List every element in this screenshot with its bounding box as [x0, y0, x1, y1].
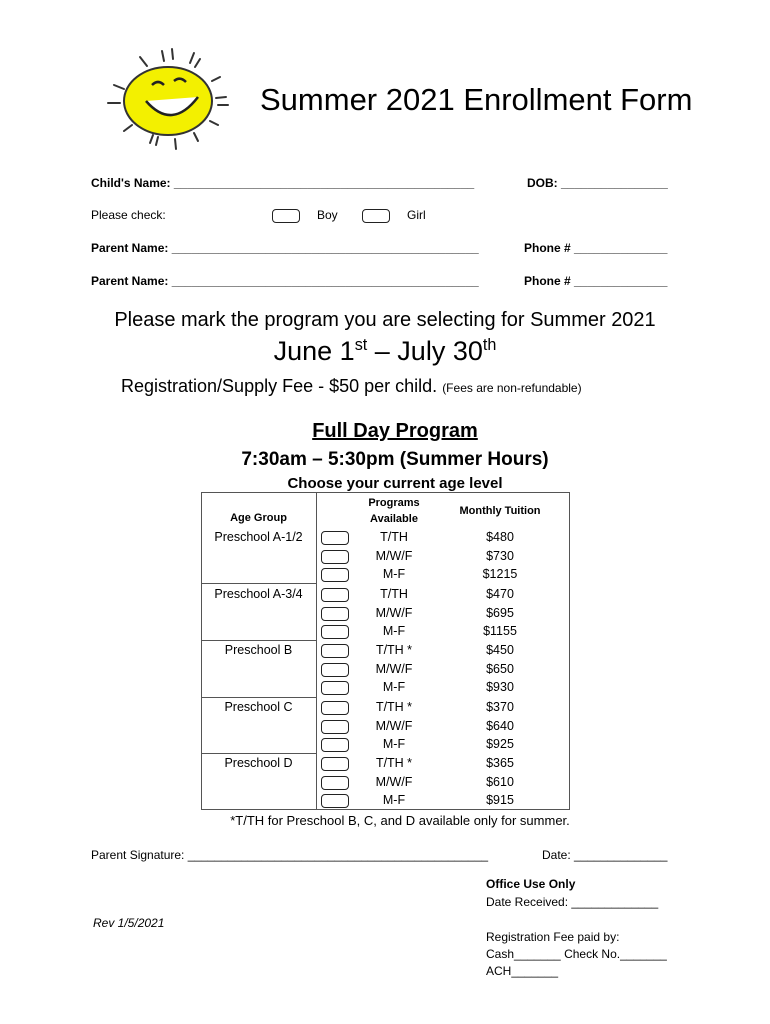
child-name-field[interactable]: Child's Name: _____________________________________________ — [91, 176, 475, 190]
program-intro: Please mark the program you are selecting for Summer 2021 — [114, 309, 656, 331]
tuition-value: $640 — [486, 718, 514, 733]
date-received-field[interactable]: Date Received: _____________ — [486, 895, 659, 909]
program-schedule: T/TH — [380, 587, 408, 601]
program-checkbox[interactable] — [321, 588, 349, 602]
program-dates: June 1st – July 30th — [273, 336, 497, 366]
ach-field[interactable]: ACH_______ — [486, 964, 559, 978]
program-schedule: M-F — [382, 567, 406, 582]
girl-checkbox[interactable] — [362, 209, 390, 223]
program-checkbox[interactable] — [321, 794, 349, 808]
age-group-label: Preschool A-1/2 — [214, 530, 303, 544]
program-checkbox[interactable] — [321, 550, 349, 564]
tuition-value: $1215 — [482, 567, 518, 582]
program-schedule: T/TH * — [375, 643, 413, 657]
parent-signature-field[interactable]: Parent Signature: _____________________________________________ — [91, 848, 489, 862]
program-schedule: M/W/F — [375, 661, 413, 676]
boy-label: Boy — [317, 208, 338, 222]
program-schedule: T/TH * — [375, 756, 413, 770]
program-checkbox[interactable] — [321, 701, 349, 715]
age-group-label: Preschool D — [224, 756, 293, 770]
girl-label: Girl — [407, 208, 426, 222]
program-schedule: T/TH — [380, 530, 408, 544]
phone-field-1[interactable]: Phone # ______________ — [524, 241, 668, 255]
tuition-value: $925 — [486, 737, 514, 752]
choose-age-heading: Choose your current age level — [287, 475, 503, 492]
dob-field[interactable]: DOB: ________________ — [527, 176, 668, 190]
tuition-value: $1155 — [483, 624, 517, 639]
sun-logo-icon — [100, 45, 250, 155]
please-check-label: Please check: — [91, 208, 166, 222]
page-title: Summer 2021 Enrollment Form — [260, 82, 693, 117]
age-group-label: Preschool C — [224, 700, 293, 714]
program-schedule: M-F — [382, 793, 406, 808]
boy-checkbox[interactable] — [272, 209, 300, 223]
program-checkbox[interactable] — [321, 757, 349, 771]
program-checkbox[interactable] — [321, 568, 349, 582]
age-group-label: Preschool A-3/4 — [214, 587, 303, 601]
phone-field-2[interactable]: Phone # ______________ — [524, 274, 668, 288]
header-age-group: Age Group — [230, 512, 287, 524]
cash-check-field[interactable]: Cash_______ Check No._______ — [486, 947, 667, 961]
parent-name-field-1[interactable]: Parent Name: ______________________________________________ — [91, 241, 479, 255]
program-schedule: M/W/F — [375, 605, 413, 620]
tuition-value: $470 — [486, 587, 514, 601]
table-footnote: *T/TH for Preschool B, C, and D available only for summer. — [230, 813, 570, 828]
hours-heading: 7:30am – 5:30pm (Summer Hours) — [241, 449, 549, 470]
signature-date-field[interactable]: Date: ______________ — [542, 848, 668, 862]
office-use-title: Office Use Only — [486, 877, 576, 891]
tuition-value: $650 — [486, 661, 514, 676]
program-checkbox[interactable] — [321, 644, 349, 658]
tuition-value: $365 — [486, 756, 514, 770]
program-checkbox[interactable] — [321, 663, 349, 677]
parent-name-field-2[interactable]: Parent Name: ______________________________________________ — [91, 274, 479, 288]
program-schedule: M-F — [382, 680, 406, 695]
program-checkbox[interactable] — [321, 681, 349, 695]
full-day-heading: Full Day Program — [312, 420, 478, 442]
program-schedule: M/W/F — [375, 718, 413, 733]
tuition-value: $915 — [486, 793, 514, 808]
tuition-value: $450 — [486, 643, 514, 657]
program-checkbox[interactable] — [321, 625, 349, 639]
tuition-value: $370 — [486, 700, 514, 714]
tuition-value: $610 — [486, 774, 514, 789]
age-group-label: Preschool B — [224, 643, 293, 657]
tuition-value: $930 — [486, 680, 514, 695]
fee-text: Registration/Supply Fee - $50 per child. (Fees are non-refundable) — [121, 376, 582, 396]
program-checkbox[interactable] — [321, 776, 349, 790]
program-checkbox[interactable] — [321, 531, 349, 545]
program-schedule: T/TH * — [375, 700, 413, 714]
program-schedule: M/W/F — [375, 774, 413, 789]
program-checkbox[interactable] — [321, 607, 349, 621]
fee-paid-label: Registration Fee paid by: — [486, 930, 620, 944]
tuition-value: $695 — [486, 605, 514, 620]
header-available: Available — [370, 513, 418, 525]
program-checkbox[interactable] — [321, 720, 349, 734]
program-schedule: M-F — [382, 624, 406, 639]
program-schedule: M-F — [382, 737, 406, 752]
revision-label: Rev 1/5/2021 — [93, 916, 165, 930]
tuition-value: $730 — [486, 548, 514, 563]
header-programs: Programs — [368, 497, 420, 509]
header-monthly-tuition: Monthly Tuition — [459, 505, 541, 517]
tuition-value: $480 — [486, 530, 514, 544]
program-schedule: M/W/F — [375, 548, 413, 563]
program-checkbox[interactable] — [321, 738, 349, 752]
